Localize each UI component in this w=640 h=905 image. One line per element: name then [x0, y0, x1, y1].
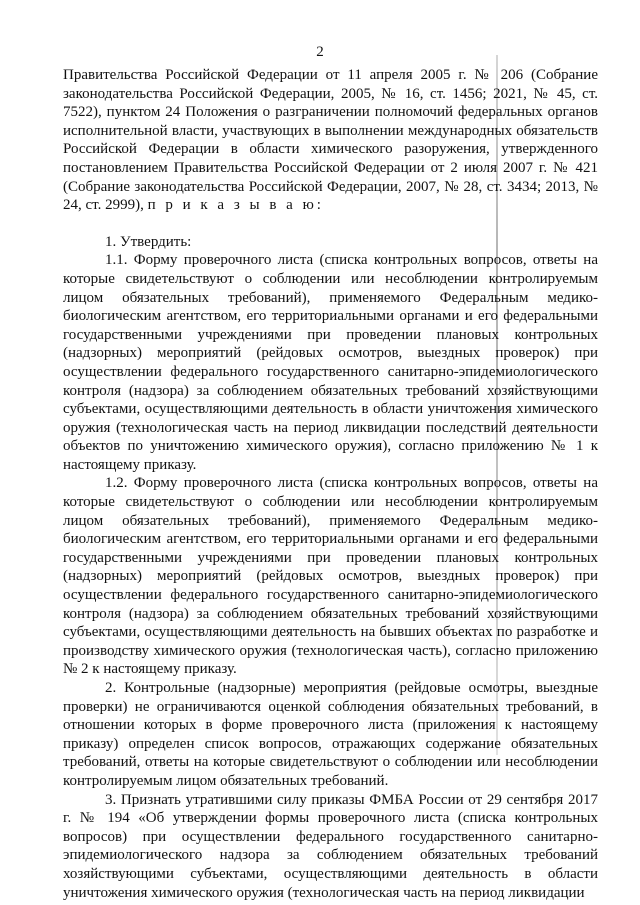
preamble-text: Правительства Российской Федерации от 11 апреля 2005 г. № 206 (Собрание законодательства Российской Федерации, 2005, № 16, ст. 1456; 2021, № 45, ст. 7522), пунктом 24 Положения о разграничении полномочий федеральных органов исполнительной власти, участвующих в выполнении международных обязательств Российской Федерации в области химического разоружения, утвержденного постановлением Правительства Российской Федерации от 2 июля 2007 г. № 421 (Собрание законодательства Российской Федерации, 2007, № 28, ст. 3434; 2013, № 24, ст. 2999), — [63, 67, 598, 214]
item-1-2-paragraph: 1.2. Форму проверочного листа (списка контрольных вопросов, ответы на которые свидетельствуют о соблюдении или несоблюдении контролируемым лицом обязательных требований), применяемого Федеральным медико-биологическим агентством, его территориальными органами и его федеральными государственными учреждениями при проведении плановых контрольных (надзорных) мероприятий (рейдовых осмотров, выездных проверок) при осуществлении федерального государственного санитарно-эпидемиологического контроля (надзора) за соблюдением обязательных требований хозяйствующими субъектами, осуществляющими деятельность на бывших объектах по разработке и производству химического оружия (технологическая часть), согласно приложению № 2 к настоящему приказу. — [63, 475, 598, 678]
item-2-paragraph: 2. Контрольные (надзорные) мероприятия (рейдовые осмотры, выездные проверки) не ограничиваются оценкой соблюдения обязательных требований, в отношении которых в форме проверочного листа (приложения к настоящему приказу) определен список вопросов, отражающих содержание обязательных требований, ответы на которые свидетельствуют о соблюдении или несоблюдении контролируемым лицом обязательных требований. — [63, 680, 598, 789]
page-number: 2 — [316, 44, 324, 60]
item-1-1-paragraph: 1.1. Форму проверочного листа (списка контрольных вопросов, ответы на которые свидетельствуют о соблюдении или несоблюдении контролируемым лицом обязательных требований), применяемого Федеральным медико-биологическим агентством, его территориальными органами и его федеральными государственными учреждениями при проведении плановых контрольных (надзорных) мероприятий (рейдовых осмотров, выездных проверок) при осуществлении федерального государственного санитарно-эпидемиологического контроля (надзора) за соблюдением обязательных требований хозяйствующими субъектами, осуществляющими деятельность в области уничтожения химического оружия (технологическая часть на период ликвидации последствий деятельности объектов по уничтожению химического оружия), согласно приложению № 1 к настоящему приказу. — [63, 252, 598, 473]
paragraph-gap — [63, 215, 598, 233]
order-word: п р и к а з ы в а ю: — [147, 197, 324, 214]
preamble-paragraph — [63, 66, 598, 215]
document-body — [63, 66, 598, 902]
item-1-heading: 1. Утвердить: — [105, 233, 192, 250]
item-3-paragraph: 3. Признать утратившими силу приказы ФМБА России от 29 сентября 2017 г. № 194 «Об утверждении формы проверочного листа (списка контрольных вопросов) при осуществлении федерального государственного санитарно-эпидемиологического надзора за соблюдением обязательных требований хозяйствующими субъектами, осуществляющими деятельность в области уничтожения химического оружия (технологическая часть на период ликвидации — [63, 791, 598, 901]
